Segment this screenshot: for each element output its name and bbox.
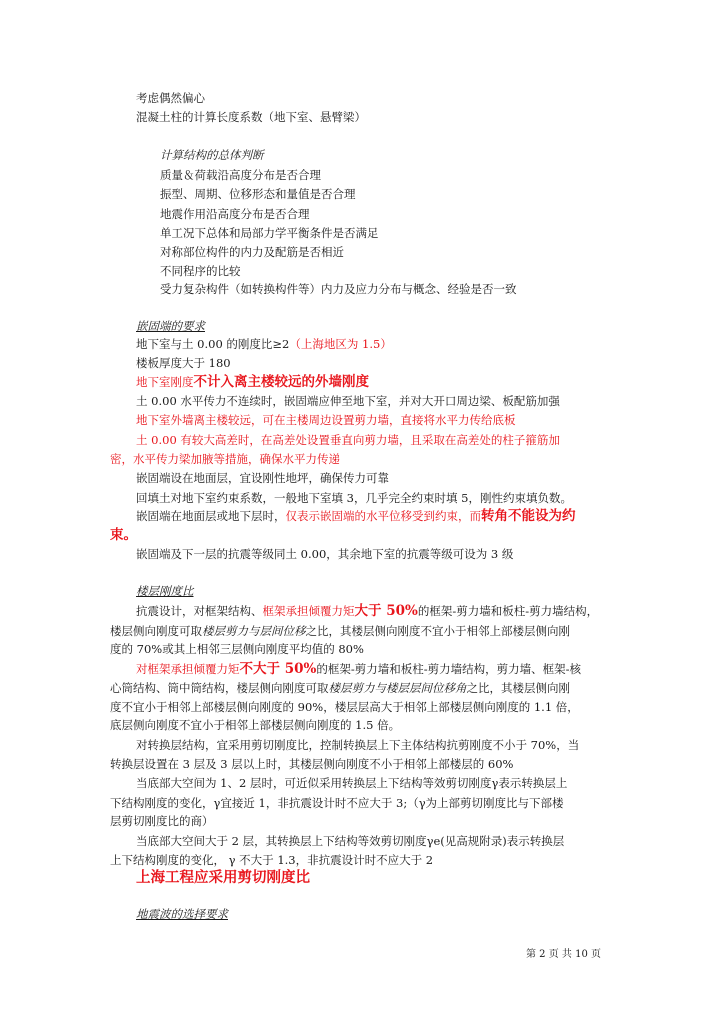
judgement-item: 受力复杂构件（如转换构件等）内力及应力分布与概念、经验是否一致 [160,282,517,296]
stiffness-heading: 楼层刚度比 [136,584,194,598]
stiffness-p1-red: 框架承担倾覆力矩 [262,604,355,618]
stiffness-p1-text-4: 之比，其楼层侧向刚度不宜小于相邻上部楼层侧向刚 [305,624,570,638]
judgement-item: 地震作用沿高度分布是否合理 [160,207,310,221]
embed-line-3 [136,374,369,390]
stiffness-p2-text: 的框架-剪力墙和板柱-剪力墙结构，剪力墙、框架-核 [316,662,581,676]
embed-line-1-text: 地下室与土 0.00 的刚度比≥2 [136,337,290,351]
embed-line-9-emphasis: 转角不能设为约 [481,508,576,524]
seismic-heading: 地震波的选择要求 [136,907,228,921]
judgement-item: 单工况下总体和局部力学平衡条件是否满足 [160,226,379,240]
stiffness-p1-italic: 楼层剪力与层间位移 [202,624,306,638]
embed-line-2: 楼板厚度大于 180 [136,356,231,370]
stiffness-p2-line-3: 度不宜小于相邻上部楼层侧向刚度的 90%，楼层层高大于相邻上部楼层侧向刚度的 1.1 倍， [110,700,579,714]
embed-line-7: 嵌固端设在地面层，宜设刚性地坪，确保传力可靠 [136,471,389,485]
stiffness-p2-line-4: 底层侧向刚度不宜小于相邻上部楼层侧向刚度的 1.5 倍。 [110,718,401,732]
embed-heading: 嵌固端的要求 [136,319,205,333]
intro-line-1: 考虑偶然偏心 [136,91,205,105]
stiffness-p1-line-3: 度的 70%或其上相邻三层侧向刚度平均值的 80% [110,642,364,656]
stiffness-p1-emphasis: 大于 50% [354,603,418,619]
embed-line-8: 回填土对地下室约束系数，一般地下室填 3，几乎完全约束时填 5，刚性约束填负数。 [136,491,572,505]
embed-line-3-emphasis: 不计入离主楼较远的外墙刚度 [193,374,369,390]
embed-line-9-text: 嵌固端在地面层或地下层时， [136,509,286,523]
stiffness-p4-line-3: 层剪切刚度比的商） [110,814,214,828]
stiffness-p1-text-3: 楼层侧向刚度可取 [110,624,202,638]
stiffness-p2-line-1 [136,661,581,677]
stiffness-p1-text: 抗震设计，对框架结构、 [136,604,263,618]
stiffness-p5-line-1: 当底部大空间大于 2 层，其转换层上下结构等效剪切刚度γe(见高规附录)表示转换层 [136,834,565,848]
stiffness-p3-line-1: 对转换层结构，宜采用剪切刚度比，控制转换层上下主体结构抗剪刚度不小于 70%，当 [136,738,580,752]
stiffness-p1-line-2 [110,623,570,639]
stiffness-p2-italic: 楼层剪力与楼层层间位移角 [328,681,467,695]
stiffness-p4-line-1: 当底部大空间为 1、2 层时，可近似采用转换层上下结构等效剪切刚度γ表示转换层上 [136,776,568,790]
stiffness-p4-line-2: 下结构刚度的变化，γ宜接近 1，非抗震设计时不应大于 3;（γ为上部剪切刚度比与下部楼 [110,796,564,810]
embed-line-4: 土 0.00 水平传力不连续时，嵌固端应伸至地下室，并对大开口周边梁、板配筋加强 [136,394,560,408]
embed-line-6a: 土 0.00 有较大高差时，在高差处设置垂直向剪力墙，且采取在高差处的柱子箍筋加 [136,433,560,447]
intro-line-2: 混凝土柱的计算长度系数（地下室、悬臂梁） [136,110,366,124]
page-number: 第 2 页 共 10 页 [526,949,601,960]
stiffness-p5-line-2: 上下结构刚度的变化， γ 不大于 1.3，非抗震设计时不应大于 2 [110,853,434,867]
judgement-item: 不同程序的比较 [160,264,241,278]
judgement-heading: 计算结构的总体判断 [160,148,264,162]
embed-line-1-note: （上海地区为 1.5） [289,337,392,351]
judgement-item: 质量＆荷载沿高度分布是否合理 [160,168,321,182]
stiffness-p2-emphasis: 不大于 50% [239,661,317,677]
judgement-item: 对称部位构件的内力及配筋是否相近 [160,245,344,259]
stiffness-p1-line-1 [136,603,598,619]
embed-line-10: 嵌固端及下一层的抗震等级同土 0.00，其余地下室的抗震等级可设为 3 级 [136,547,514,561]
embed-line-9-red: 仅表示嵌固端的水平位移受到约束，而 [285,509,481,523]
stiffness-p3-line-2: 转换层设置在 3 层及 3 层以上时，其楼层侧向刚度不小于相邻上部楼层的 60% [110,757,514,771]
stiffness-p2-text-3: 之比，其楼层侧向刚 [466,681,570,695]
embed-line-6b: 密，水平传力梁加腋等措施，确保水平力传递 [110,452,340,466]
judgement-item: 振型、周期、位移形态和量值是否合理 [160,187,356,201]
stiffness-p2-text-2: 心筒结构、筒中筒结构，楼层侧向刚度可取 [110,681,329,695]
stiffness-conclusion: 上海工程应采用剪切刚度比 [136,869,310,886]
stiffness-p2-line-2 [110,680,570,696]
stiffness-p1-text-2: 的框架-剪力墙和板柱-剪力墙结构， [417,604,599,618]
embed-line-3-text: 地下室刚度 [136,375,194,389]
embed-line-9-end: 束。 [110,527,137,543]
embed-line-1 [136,336,392,352]
embed-line-9 [136,508,576,524]
embed-line-5: 地下室外墙离主楼较远，可在主楼周边设置剪力墙，直接将水平力传给底板 [136,413,516,427]
stiffness-p2-red: 对框架承担倾覆力矩 [136,662,240,676]
